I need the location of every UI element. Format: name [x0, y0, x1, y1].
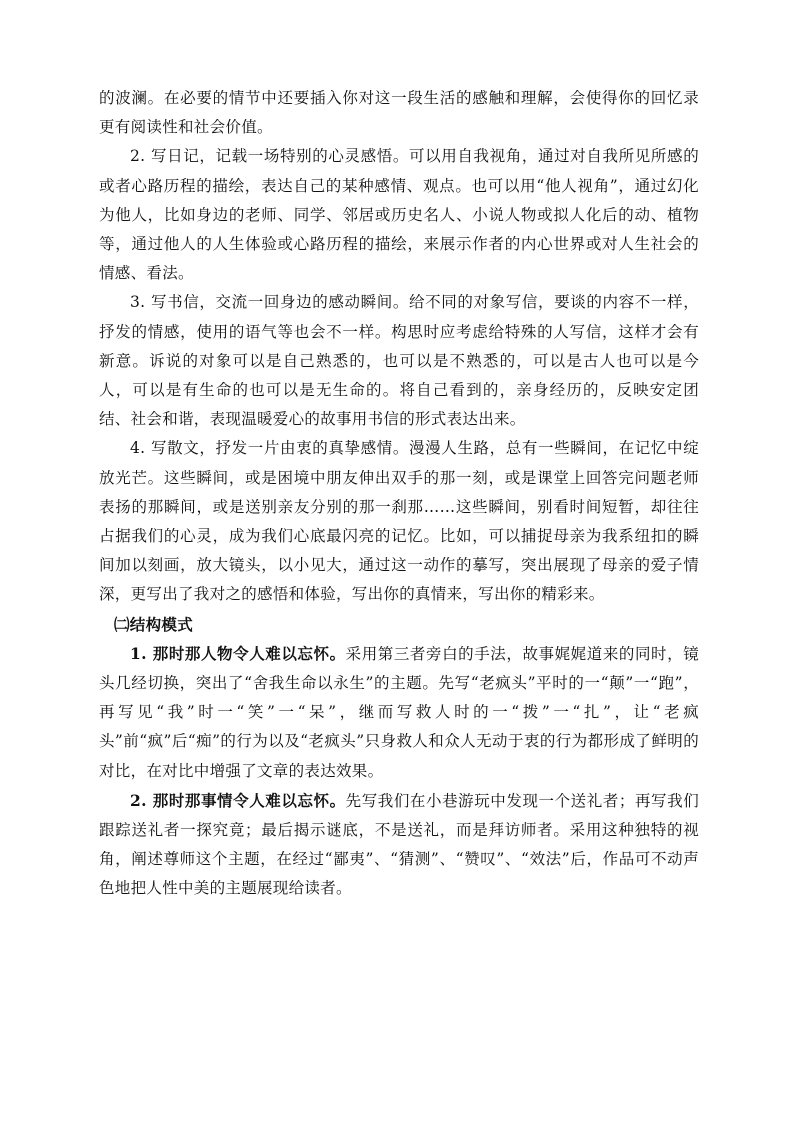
paragraph-essay: 4. 写散文，抒发一片由衷的真挚感情。漫漫人生路，总有一些瞬间，在记忆中绽放光芒。这些瞬间，或是困境中朋友伸出双手的那一刻，或是课堂上回答完问题老师表扬的那瞬间，或是送别亲友分别的那一刹那……这些瞬间，别看时间短暂，却往往占据我们的心灵，成为我们心底最闪亮的记忆。比如，可以捕捉母亲为我系纽扣的瞬间加以刻画，放大镜头，以小见大，通过这一动作的摹写，突出展现了母亲的爱子情深，更写出了我对之的感悟和体验，写出你的真情来，写出你的精彩来。 [99, 439, 699, 604]
paragraph-letter: 3. 写书信，交流一回身边的感动瞬间。给不同的对象写信，要谈的内容不一样，抒发的情感，使用的语气等也会不一样。构思时应考虑给特殊的人写信，这样才会有新意。诉说的对象可以是自己熟悉的，也可以是不熟悉的，可以是古人也可以是今人，可以是有生命的也可以是无生命的。将自己看到的，亲身经历的，反映安定团结、社会和谐，表现温暖爱心的故事用书信的形式表达出来。 [99, 293, 699, 429]
document-page [99, 84, 699, 904]
paragraph-intro: 的波澜。在必要的情节中还要插入你对这一段生活的感触和理解，会使得你的回忆录更有阅读性和社会价值。 [99, 89, 699, 137]
paragraph-item-1 [99, 639, 699, 786]
item-1-body: 采用第三者旁白的手法，故事娓娓道来的同时，镜头几经切换，突出了“舍我生命以永生”的主题。先写“老疯头”平时的一“颠”一“跑”，再写见“我”时一“笑”一“呆”，继而写救人时的一“拨”一“扎”，让“老疯头”前“疯”后“痴”的行为以及“老疯头”只身救人和众人无动于衷的行为都形成了鲜明的对比，在对比中增强了文章的表达效果。 [99, 644, 699, 780]
paragraph-item-2 [99, 786, 699, 904]
section-heading: ㈡结构模式 [114, 614, 194, 634]
item-2-body: 先写我们在小巷游玩中发现一个送礼者；再写我们跟踪送礼者一探究竟；最后揭示谜底，不是送礼，而是拜访师者。采用这种独特的视角，阐述尊师这个主题，在经过“鄙夷”、“猜测”、“赞叹”、“效法”后，作品可不动声色地把人性中美的主题展现给读者。 [99, 791, 699, 898]
item-1-title: 1. 那时那人物令人难以忘怀。 [130, 643, 346, 663]
paragraph-diary: 2. 写日记，记载一场特别的心灵感悟。可以用自我视角，通过对自我所见所感的或者心路历程的描绘，表达自己的某种感情、观点。也可以用“他人视角”，通过幻化为他人，比如身边的老师、同学、邻居或历史名人、小说人物或拟人化后的动、植物等，通过他人的人生体验或心路历程的描绘，来展示作者的内心世界或对人生社会的情感、看法。 [99, 147, 699, 283]
item-2-title: 2. 那时那事情令人难以忘怀。 [130, 790, 346, 810]
